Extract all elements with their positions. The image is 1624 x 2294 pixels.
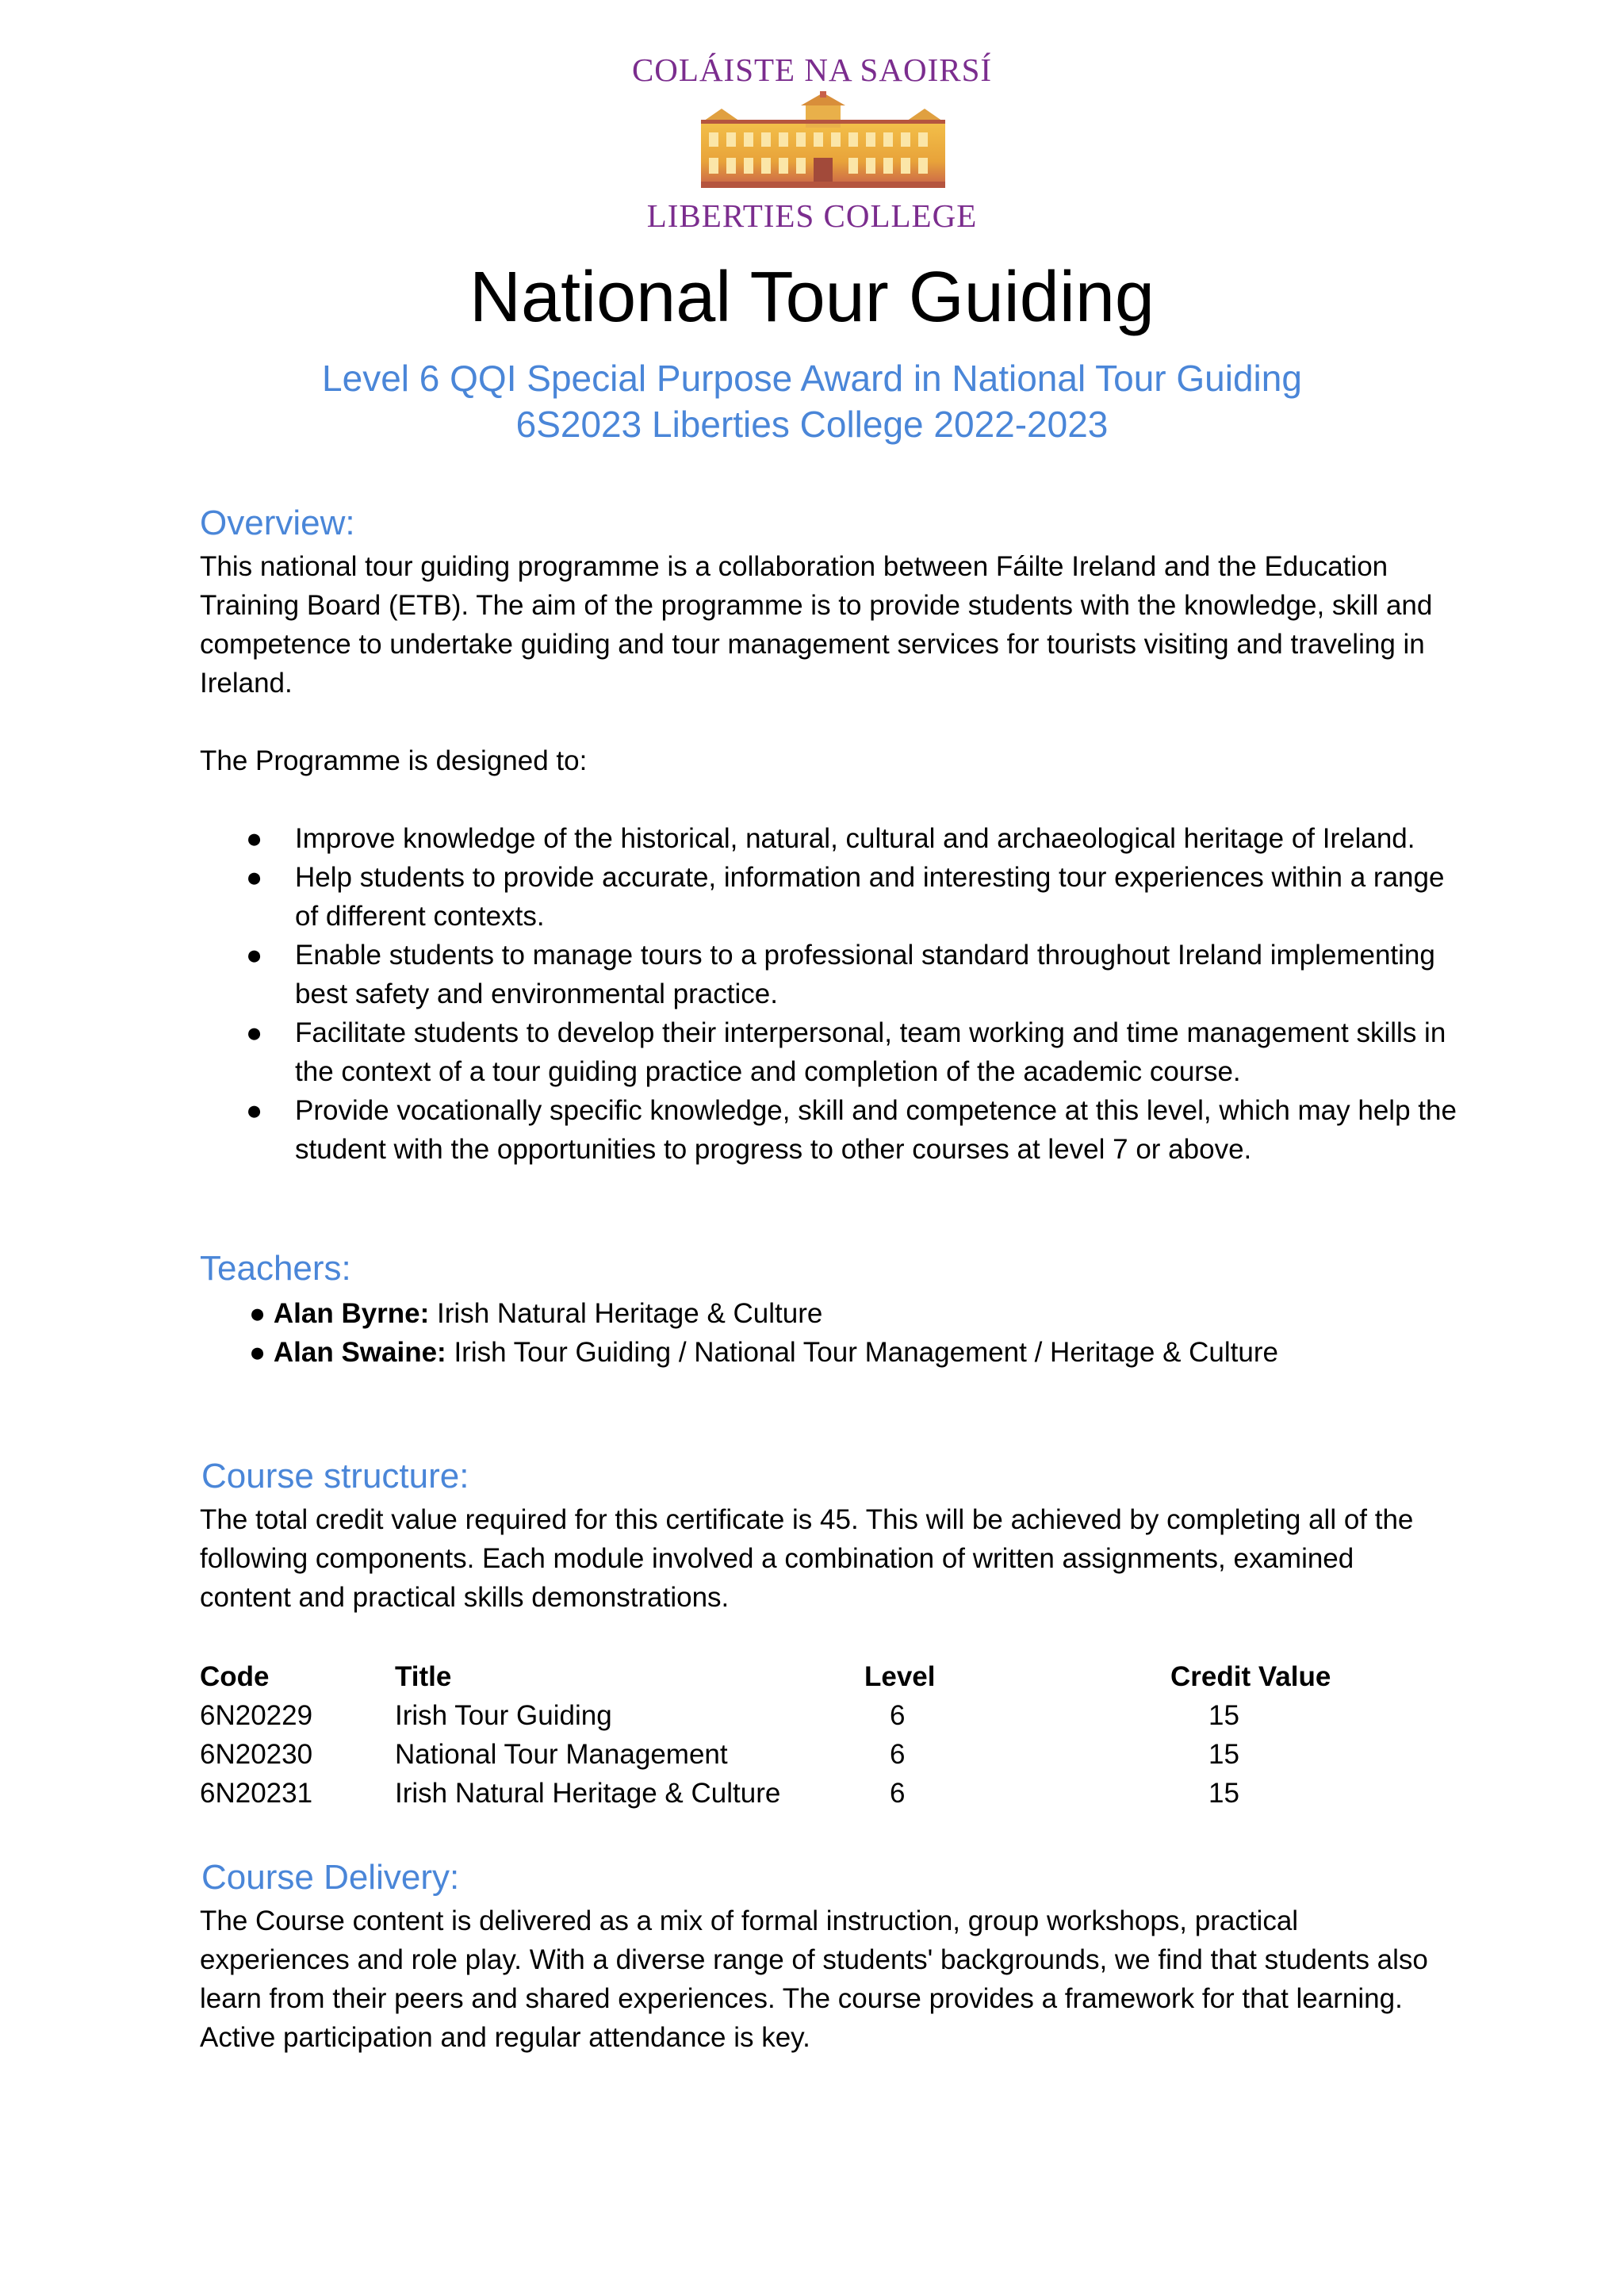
- cell-title: National Tour Management: [395, 1739, 728, 1770]
- list-item-text: Provide vocationally specific knowledge, skill and competence at this level, which may help the student with the opportunities to progress to other courses at level 7 or above.: [295, 1095, 1457, 1165]
- cell-credit: 15: [1208, 1700, 1239, 1731]
- list-item-text: Improve knowledge of the historical, natural, cultural and archaeological heritage of Ireland.: [295, 823, 1415, 854]
- list-item: [238, 858, 1475, 936]
- programme-intro: The Programme is designed to:: [200, 745, 588, 776]
- list-item: [238, 1091, 1475, 1169]
- table-row: [200, 1774, 1331, 1813]
- course-table: [200, 1657, 1331, 1813]
- overview-paragraph: [200, 547, 1469, 703]
- course-delivery-paragraph: The Course content is delivered as a mix of formal instruction, group workshops, practical experiences and role play. With a diverse range of students' backgrounds, we find that students also learn from their peers and shared experiences. The course provides a framework for that learning. Active participation and regular attendance is key.: [200, 1905, 1428, 2053]
- bullet-icon: ●: [246, 940, 263, 971]
- bullet-icon: ●: [246, 1095, 263, 1126]
- list-item-text: Enable students to manage tours to a professional standard throughout Ireland implementing best safety and environmental practice.: [295, 940, 1435, 1009]
- cell-code: 6N20231: [200, 1778, 313, 1809]
- course-structure-heading: Course structure:: [201, 1457, 469, 1496]
- logo-bottom-text: LIBERTIES COLLEGE: [646, 197, 978, 234]
- table-row: [200, 1735, 1331, 1774]
- page-title: National Tour Guiding: [469, 258, 1155, 337]
- subtitle-line-1: Level 6 QQI Special Purpose Award in National Tour Guiding: [322, 358, 1302, 399]
- list-item: [238, 1013, 1475, 1091]
- programme-bullet-list: [238, 819, 1475, 1169]
- logo-top-text: COLÁISTE NA SAOIRSÍ: [631, 52, 993, 88]
- list-item: [238, 936, 1475, 1013]
- teacher-subjects: Irish Tour Guiding / National Tour Management / Heritage & Culture: [454, 1337, 1278, 1368]
- cell-level: 6: [890, 1700, 906, 1731]
- list-item: [238, 819, 1475, 858]
- table-row: [200, 1696, 1331, 1735]
- list-item-text: Help students to provide accurate, information and interesting tour experiences within a range of different contexts.: [295, 862, 1445, 932]
- college-building-logo: [698, 91, 948, 190]
- column-header-title: Title: [395, 1661, 452, 1692]
- table-header-row: [200, 1657, 1331, 1696]
- teachers-list: [249, 1294, 1278, 1372]
- cell-code: 6N20229: [200, 1700, 313, 1731]
- course-structure-paragraph: The total credit value required for this certificate is 45. This will be achieved by completing all of the following components. Each module involved a combination of written assignments, examined content and practical skills demonstrations.: [200, 1504, 1414, 1613]
- column-header-credit: Credit Value: [1170, 1661, 1331, 1692]
- list-item: [249, 1294, 1278, 1333]
- cell-title: Irish Natural Heritage & Culture: [395, 1778, 781, 1809]
- bullet-icon: ●: [246, 862, 263, 893]
- subtitle-line-2: 6S2023 Liberties College 2022-2023: [515, 404, 1109, 445]
- list-item-text: Facilitate students to develop their interpersonal, team working and time management skills in the context of a tour guiding practice and completion of the academic course.: [295, 1017, 1446, 1087]
- cell-code: 6N20230: [200, 1739, 313, 1770]
- teachers-heading: Teachers:: [200, 1249, 351, 1288]
- bullet-icon: ●: [249, 1337, 274, 1368]
- course-delivery-heading: Course Delivery:: [201, 1858, 460, 1897]
- bullet-icon: ●: [246, 823, 263, 854]
- cell-credit: 15: [1208, 1739, 1239, 1770]
- teacher-name: Alan Swaine:: [273, 1337, 446, 1368]
- cell-level: 6: [890, 1778, 906, 1809]
- teacher-subjects: Irish Natural Heritage & Culture: [437, 1298, 823, 1329]
- overview-text: This national tour guiding programme is a collaboration between Fáilte Ireland and the Education Training Board (ETB). The aim of the programme is to provide students with the knowledge, skill and competence to undertake guiding and tour management services for tourists visiting and traveling in Ireland.: [200, 551, 1433, 699]
- teacher-name: Alan Byrne:: [273, 1298, 430, 1329]
- bullet-icon: ●: [246, 1017, 263, 1048]
- cell-level: 6: [890, 1739, 906, 1770]
- cell-credit: 15: [1208, 1778, 1239, 1809]
- overview-heading: Overview:: [200, 504, 355, 542]
- list-item: [249, 1333, 1278, 1372]
- column-header-level: Level: [864, 1661, 936, 1692]
- bullet-icon: ●: [249, 1298, 274, 1329]
- cell-title: Irish Tour Guiding: [395, 1700, 612, 1731]
- column-header-code: Code: [200, 1661, 270, 1692]
